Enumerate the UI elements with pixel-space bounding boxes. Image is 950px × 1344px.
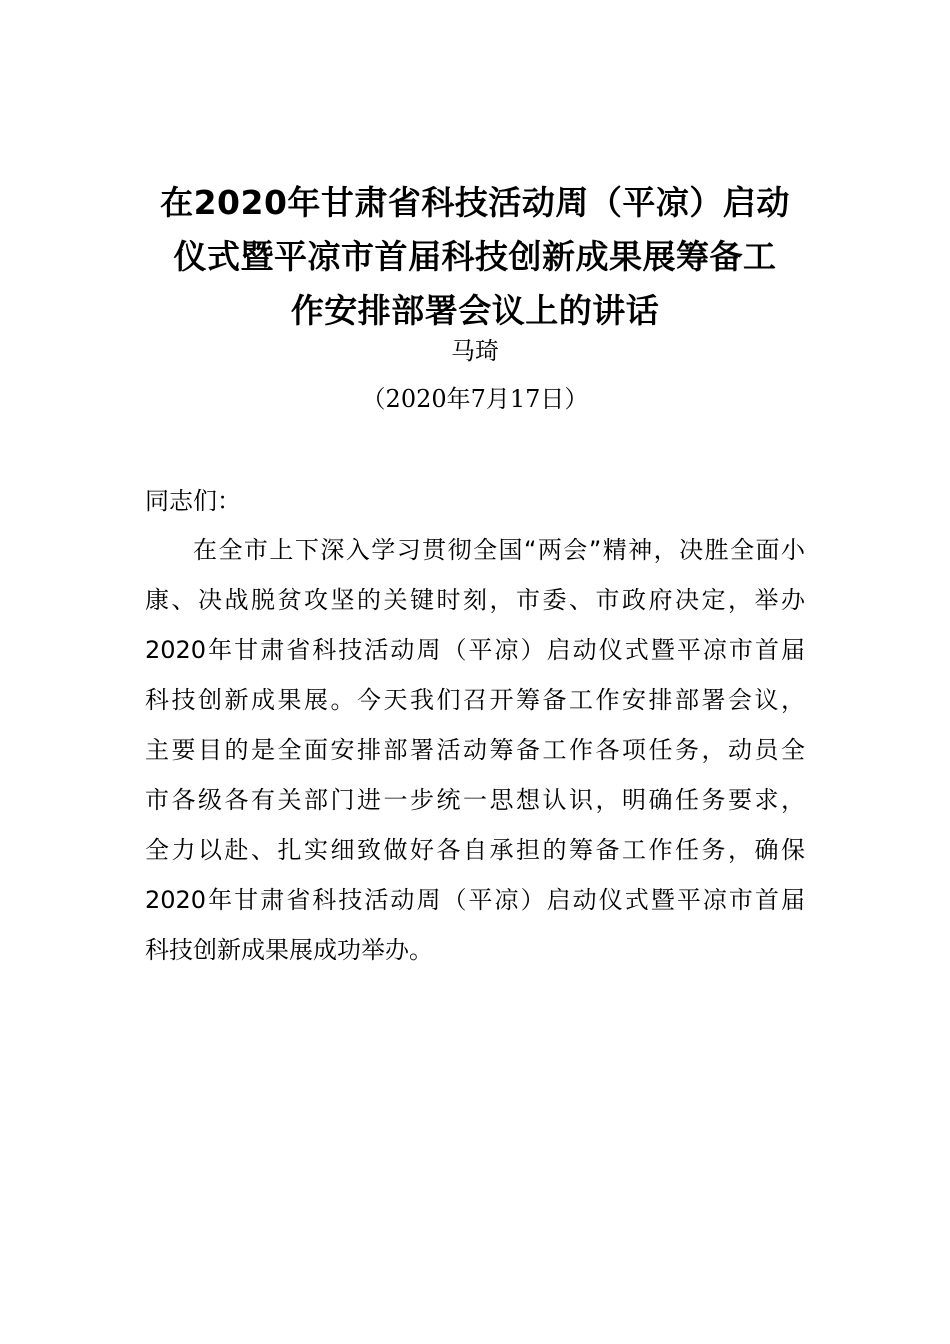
speech-date: （2020年7月17日）: [361, 385, 589, 413]
author-name: 马琦: [451, 337, 499, 365]
title-line-1: 在2020年甘肃省科技活动周（平凉）启动: [160, 183, 790, 222]
title-line-3: 作安排部署会议上的讲话: [290, 291, 660, 330]
body-line-6: 市各级各有关部门进一步统一思想认识，明确任务要求，: [145, 786, 805, 814]
body-line-8: 2020年甘肃省科技活动周（平凉）启动仪式暨平凉市首届: [145, 886, 805, 914]
body-line-9: 科技创新成果展成功举办。: [145, 936, 433, 964]
body-paragraph: [145, 531, 805, 981]
title-line-2: 仪式暨平凉市首届科技创新成果展筹备工: [173, 237, 777, 276]
document-title: [130, 176, 820, 338]
body-line-2: 康、决战脱贫攻坚的关键时刻，市委、市政府决定，举办: [145, 586, 805, 614]
body-line-3: 2020年甘肃省科技活动周（平凉）启动仪式暨平凉市首届: [145, 636, 805, 664]
body-line-5: 主要目的是全面安排部署活动筹备工作各项任务，动员全: [145, 736, 805, 764]
body-line-4: 科技创新成果展。今天我们召开筹备工作安排部署会议，: [145, 686, 805, 714]
salutation: 同志们：: [145, 487, 241, 515]
body-line-1: 在全市上下深入学习贯彻全国“两会”精神，决胜全面小: [193, 536, 805, 564]
body-line-7: 全力以赴、扎实细致做好各自承担的筹备工作任务，确保: [145, 836, 805, 864]
